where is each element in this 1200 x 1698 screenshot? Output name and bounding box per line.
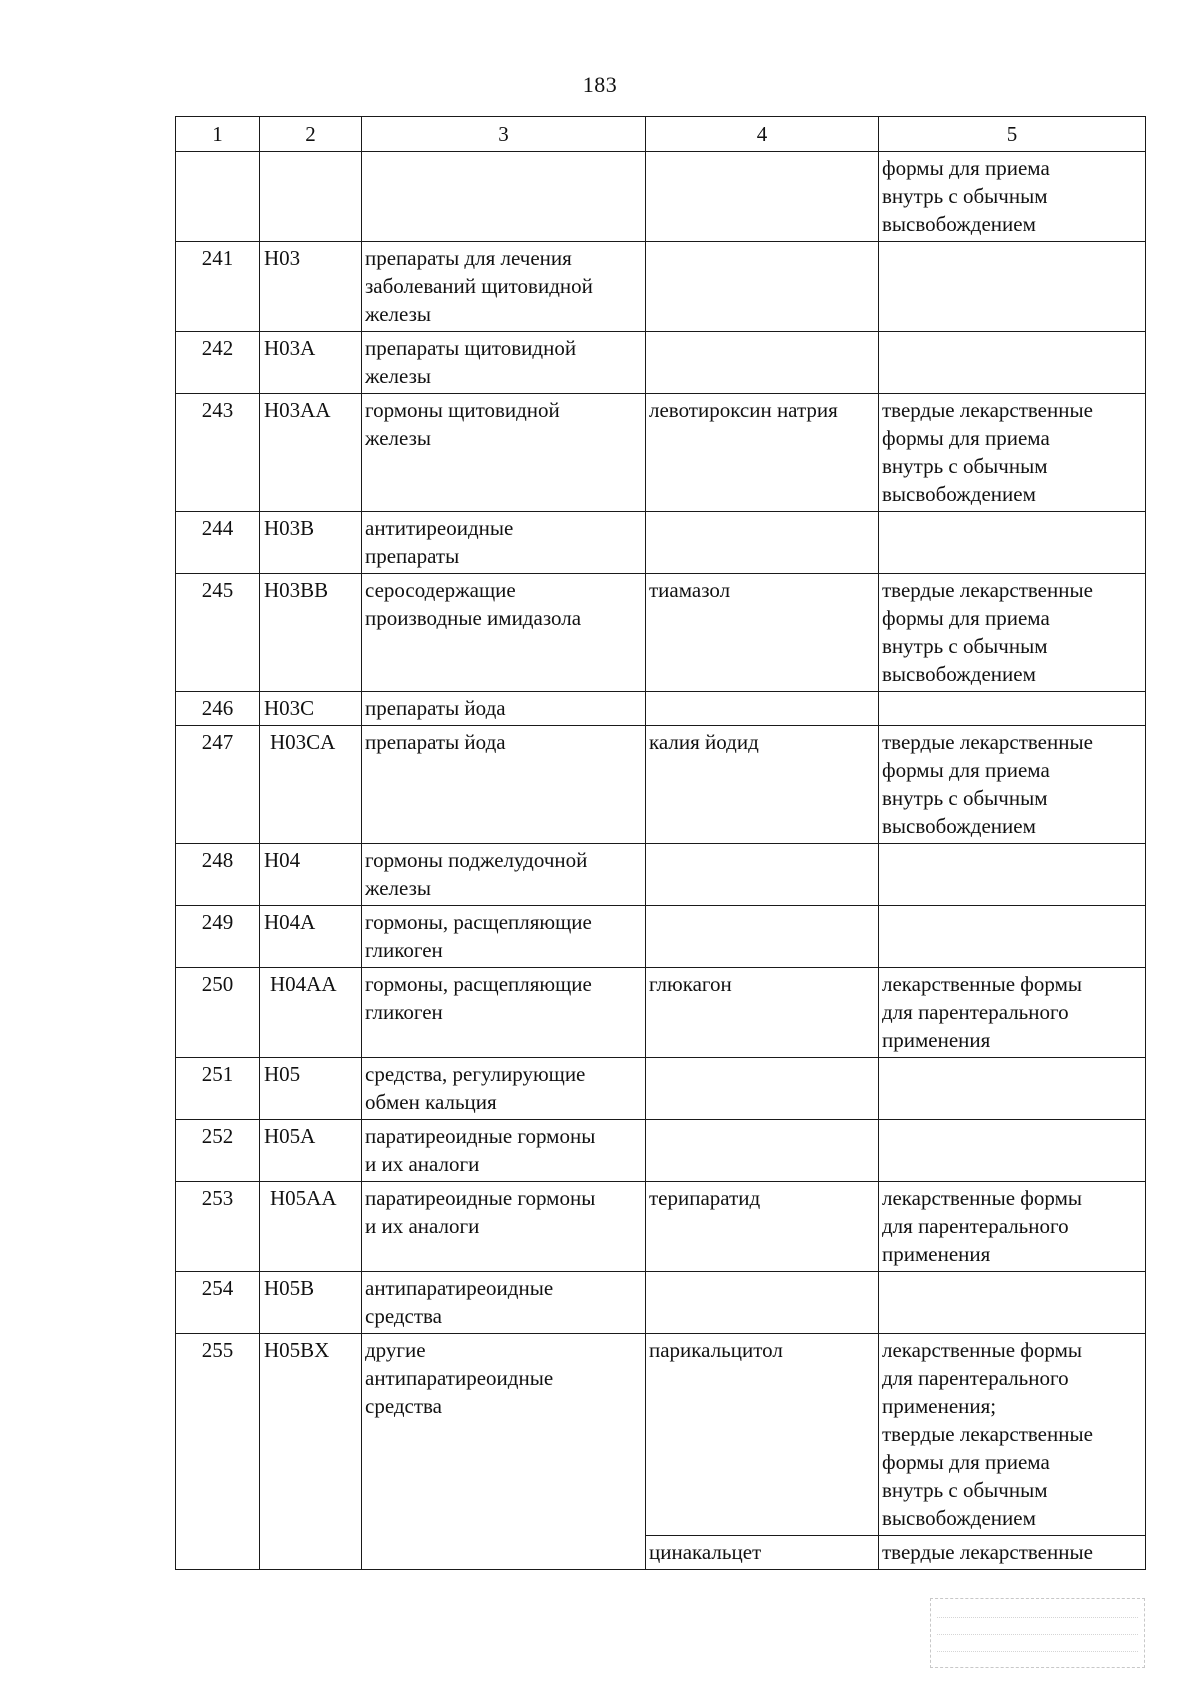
row-number: 247	[176, 726, 260, 844]
dosage-form	[879, 242, 1146, 332]
drug-name: парикальцитол	[646, 1334, 879, 1536]
stamp-line	[937, 1620, 1138, 1635]
table-row	[176, 726, 1146, 844]
dosage-form: твердые лекарственные формы для приема внутрь с обычным высвобождением	[879, 394, 1146, 512]
atc-code: H05B	[260, 1272, 362, 1334]
row-number: 253	[176, 1182, 260, 1272]
dosage-form	[879, 906, 1146, 968]
drug-name	[646, 844, 879, 906]
row-number: 250	[176, 968, 260, 1058]
drug-name	[646, 1272, 879, 1334]
dosage-form	[879, 692, 1146, 726]
atc-code: H03A	[260, 332, 362, 394]
table-row	[176, 332, 1146, 394]
row-number: 255	[176, 1334, 260, 1570]
anatomical-group: гормоны поджелудочной железы	[362, 844, 646, 906]
table-row	[176, 844, 1146, 906]
atc-code: H05AA	[260, 1182, 362, 1272]
dosage-form	[879, 1058, 1146, 1120]
column-header-2: 2	[260, 117, 362, 152]
dosage-form: твердые лекарственные формы для приема внутрь с обычным высвобождением	[879, 574, 1146, 692]
atc-code: H05BX	[260, 1334, 362, 1570]
dosage-form	[879, 332, 1146, 394]
anatomical-group: серосодержащие производные имидазола	[362, 574, 646, 692]
atc-code: H03BB	[260, 574, 362, 692]
table-row	[176, 1182, 1146, 1272]
drug-name	[646, 512, 879, 574]
table-row	[176, 242, 1146, 332]
page-number: 183	[582, 72, 618, 97]
drug-name	[646, 332, 879, 394]
drug-name	[646, 906, 879, 968]
row-number: 245	[176, 574, 260, 692]
column-header-3: 3	[362, 117, 646, 152]
anatomical-group: другие антипаратиреоидные средства	[362, 1334, 646, 1570]
drug-name	[646, 1058, 879, 1120]
atc-code: H05	[260, 1058, 362, 1120]
row-number: 254	[176, 1272, 260, 1334]
row-number: 252	[176, 1120, 260, 1182]
dosage-form: лекарственные формы для парентерального применения	[879, 968, 1146, 1058]
drug-name	[646, 692, 879, 726]
table-row	[176, 1058, 1146, 1120]
stamp-line	[937, 1637, 1138, 1652]
anatomical-group: препараты йода	[362, 726, 646, 844]
atc-code	[260, 152, 362, 242]
drug-name	[646, 152, 879, 242]
dosage-form	[879, 1120, 1146, 1182]
row-number: 248	[176, 844, 260, 906]
atc-code: H05A	[260, 1120, 362, 1182]
anatomical-group: препараты щитовидной железы	[362, 332, 646, 394]
drug-name: глюкагон	[646, 968, 879, 1058]
drug-name: калия йодид	[646, 726, 879, 844]
table-row	[176, 1272, 1146, 1334]
atc-code: H03AA	[260, 394, 362, 512]
row-number	[176, 152, 260, 242]
table-row	[176, 906, 1146, 968]
anatomical-group: гормоны, расщепляющие гликоген	[362, 968, 646, 1058]
anatomical-group: паратиреоидные гормоны и их аналоги	[362, 1182, 646, 1272]
drug-name: тиамазол	[646, 574, 879, 692]
row-number: 251	[176, 1058, 260, 1120]
table-row	[176, 152, 1146, 242]
dosage-form: формы для приема внутрь с обычным высвобождением	[879, 152, 1146, 242]
drug-list-table	[175, 116, 1146, 1570]
anatomical-group: гормоны, расщепляющие гликоген	[362, 906, 646, 968]
row-number: 249	[176, 906, 260, 968]
stamp-line	[937, 1603, 1138, 1618]
column-header-1: 1	[176, 117, 260, 152]
row-number: 241	[176, 242, 260, 332]
anatomical-group: средства, регулирующие обмен кальция	[362, 1058, 646, 1120]
atc-code: H04AA	[260, 968, 362, 1058]
dosage-form	[879, 844, 1146, 906]
drug-name: терипаратид	[646, 1182, 879, 1272]
anatomical-group: гормоны щитовидной железы	[362, 394, 646, 512]
anatomical-group: паратиреоидные гормоны и их аналоги	[362, 1120, 646, 1182]
table-row	[176, 1120, 1146, 1182]
atc-code: H03CA	[260, 726, 362, 844]
row-number: 244	[176, 512, 260, 574]
anatomical-group	[362, 152, 646, 242]
faint-stamp	[930, 1598, 1145, 1668]
atc-code: H04A	[260, 906, 362, 968]
row-number: 242	[176, 332, 260, 394]
drug-name	[646, 242, 879, 332]
dosage-form	[879, 1272, 1146, 1334]
row-number: 243	[176, 394, 260, 512]
table-row	[176, 968, 1146, 1058]
table-header-row	[176, 117, 1146, 152]
stamp-line	[937, 1654, 1138, 1668]
drug-name: левотироксин натрия	[646, 394, 879, 512]
atc-code: H03	[260, 242, 362, 332]
anatomical-group: антитиреоидные препараты	[362, 512, 646, 574]
table-row	[176, 574, 1146, 692]
dosage-form	[879, 512, 1146, 574]
anatomical-group: антипаратиреоидные средства	[362, 1272, 646, 1334]
atc-code: H04	[260, 844, 362, 906]
drug-name: цинакальцет	[646, 1536, 879, 1570]
dosage-form: твердые лекарственные формы для приема внутрь с обычным высвобождением	[879, 726, 1146, 844]
drug-name	[646, 1120, 879, 1182]
atc-code: H03B	[260, 512, 362, 574]
table-row	[176, 512, 1146, 574]
table-row	[176, 692, 1146, 726]
atc-code: H03C	[260, 692, 362, 726]
dosage-form: лекарственные формы для парентерального применения	[879, 1182, 1146, 1272]
table-row	[176, 1334, 1146, 1536]
table-row	[176, 394, 1146, 512]
column-header-5: 5	[879, 117, 1146, 152]
anatomical-group: препараты йода	[362, 692, 646, 726]
column-header-4: 4	[646, 117, 879, 152]
anatomical-group: препараты для лечения заболеваний щитовидной железы	[362, 242, 646, 332]
dosage-form: твердые лекарственные	[879, 1536, 1146, 1570]
row-number: 246	[176, 692, 260, 726]
dosage-form: лекарственные формы для парентерального применения; твердые лекарственные формы для приема внутрь с обычным высвобождением	[879, 1334, 1146, 1536]
